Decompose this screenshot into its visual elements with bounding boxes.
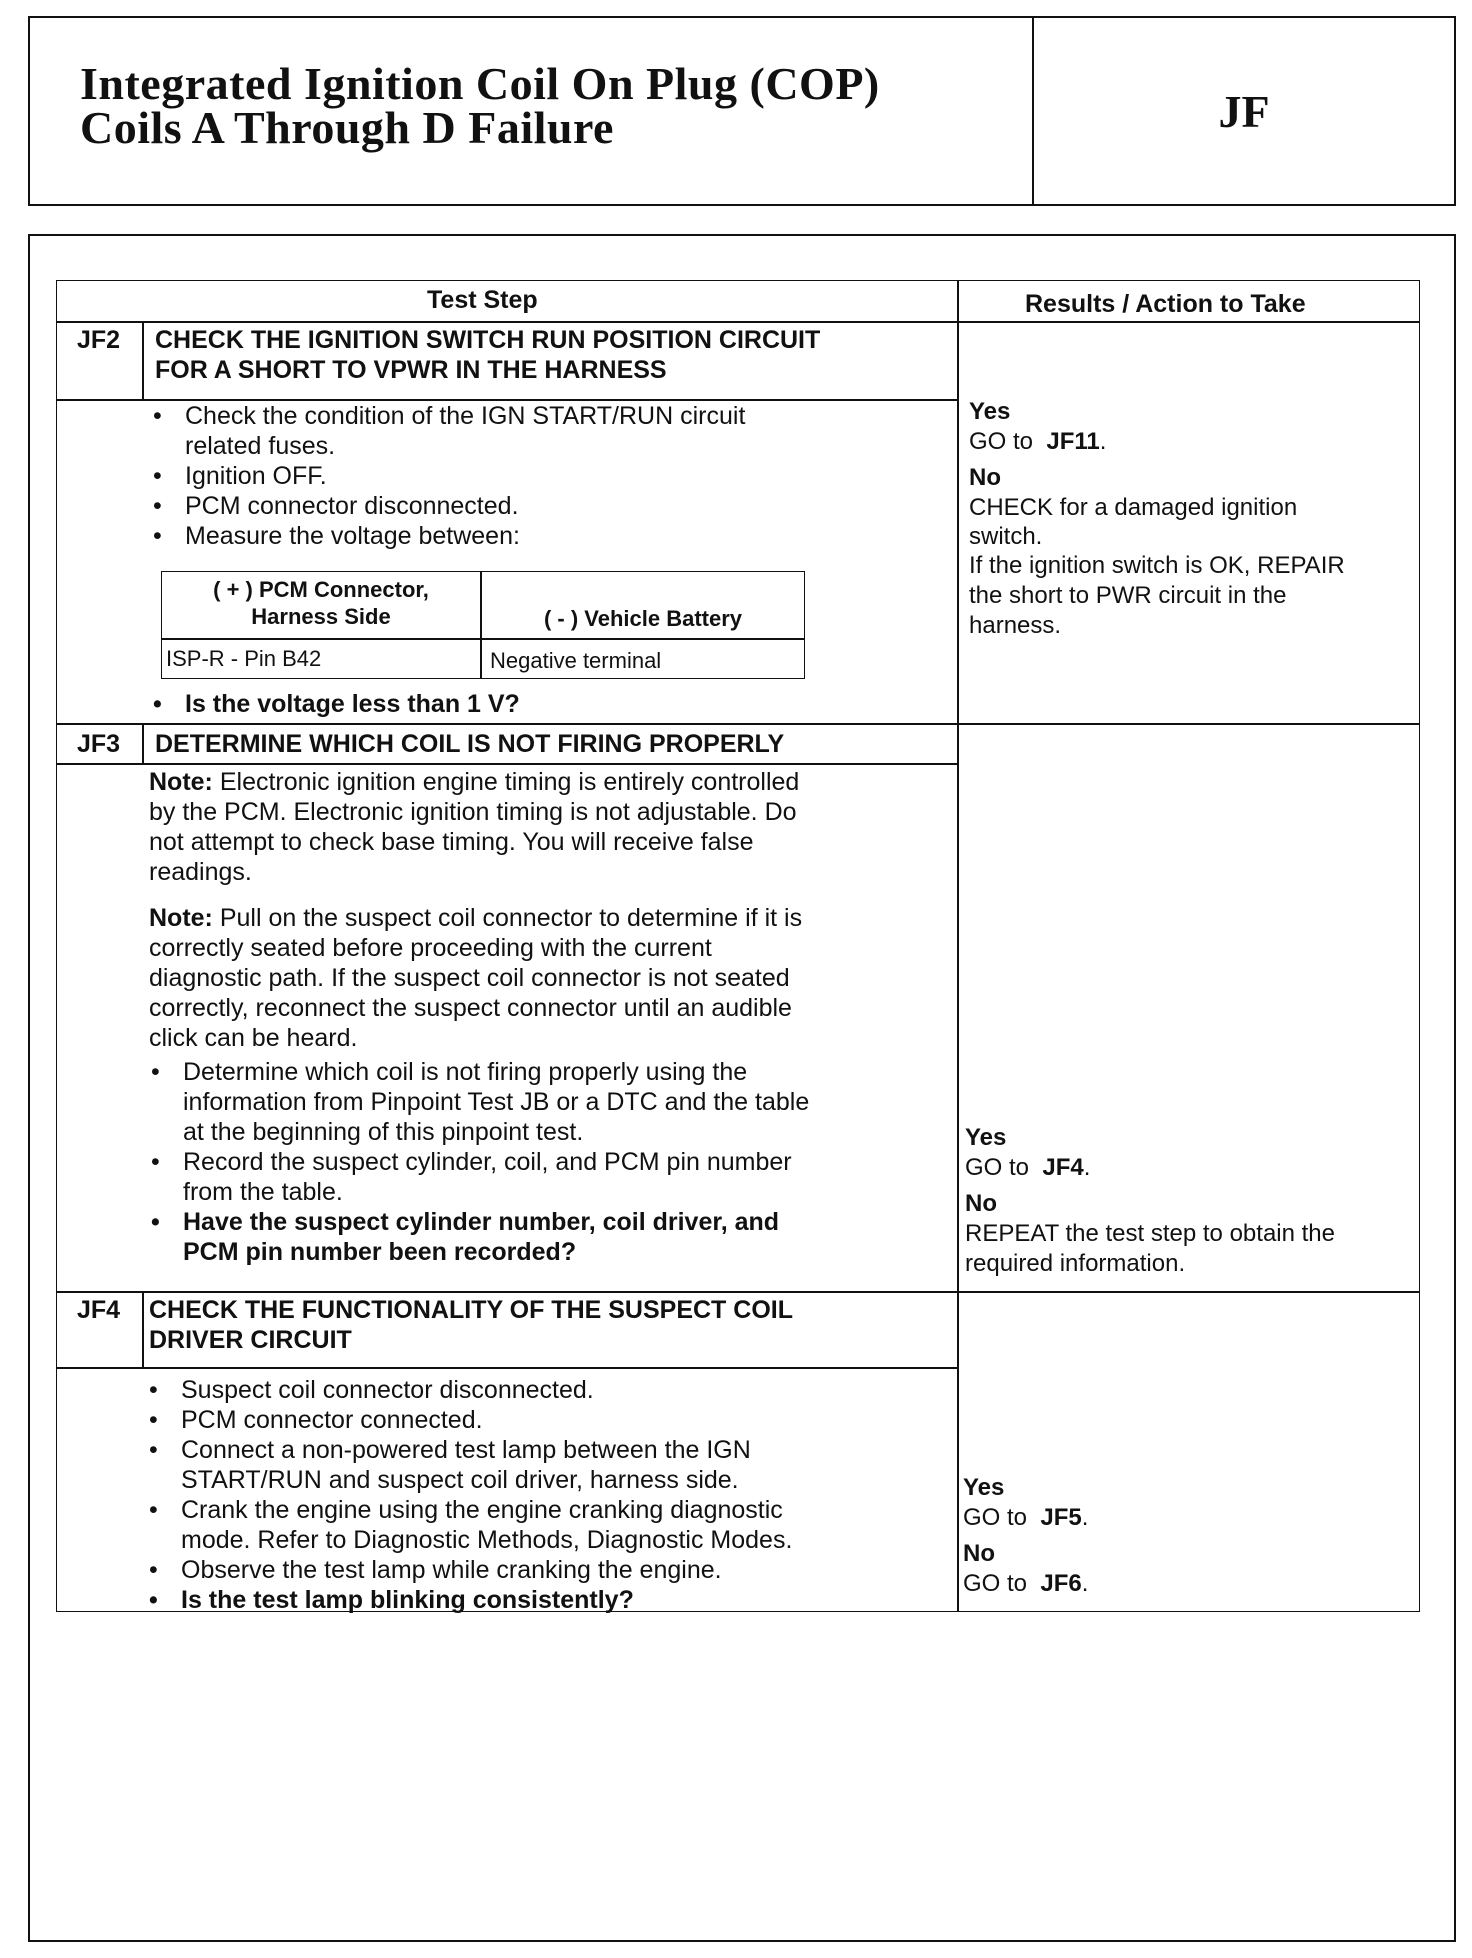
column-header-results: Results / Action to Take: [1025, 290, 1306, 318]
step-id-divider: [142, 321, 144, 399]
test-table: [56, 280, 1420, 1612]
step-id: JF4: [77, 1296, 121, 1324]
page-header: [28, 16, 1456, 206]
bullet-continuation: information from Pinpoint Test JB or a DTC and the table: [183, 1088, 810, 1116]
step-question: • Have the suspect cylinder number, coil driver, and: [145, 1207, 809, 1237]
step-title-line: DRIVER CIRCUIT: [149, 1326, 352, 1354]
step-id-divider: [142, 1291, 144, 1367]
measurement-header-negative: ( - ) Vehicle Battery: [543, 606, 743, 631]
result-no-label: No: [965, 1190, 997, 1217]
bullet-item: • Check the condition of the IGN START/RUN circuit: [147, 401, 745, 431]
bullet-item: • Suspect coil connector disconnected.: [143, 1375, 792, 1405]
result-no-action: GO to JF6.: [963, 1570, 1089, 1597]
result-yes-label: Yes: [963, 1474, 1005, 1501]
result-no-line: REPEAT the test step to obtain the: [965, 1220, 1335, 1247]
measurement-cell-pin: ISP-R - Pin B42: [166, 646, 322, 671]
result-yes-target: JF5: [1040, 1504, 1082, 1531]
result-no-target: JF6: [1040, 1570, 1082, 1597]
result-yes-action: GO to JF11.: [969, 428, 1107, 455]
step-title-line: CHECK THE FUNCTIONALITY OF THE SUSPECT COIL: [149, 1296, 793, 1324]
bullet-item: • Observe the test lamp while cranking the engine.: [143, 1555, 792, 1585]
step-question: • Is the test lamp blinking consistently?: [143, 1585, 792, 1615]
bullet-item: • Crank the engine using the engine cranking diagnostic: [143, 1495, 792, 1525]
result-yes-action: GO to JF4.: [965, 1154, 1091, 1181]
step-title-divider: [57, 1367, 957, 1369]
measurement-table: [161, 571, 805, 679]
step-results: [963, 1473, 1088, 1599]
bullet-continuation: START/RUN and suspect coil driver, harness side.: [181, 1466, 739, 1494]
note-line: diagnostic path. If the suspect coil connector is not seated: [149, 964, 790, 992]
note-line: correctly seated before proceeding with the current: [149, 934, 712, 962]
test-code: JF: [1218, 85, 1270, 137]
bullet-item: • Record the suspect cylinder, coil, and PCM pin number: [145, 1147, 809, 1177]
note-line: by the PCM. Electronic ignition timing is not adjustable. Do: [149, 798, 797, 826]
bullet-continuation: related fuses.: [185, 432, 336, 460]
note-paragraph: [149, 903, 809, 1053]
note-line: click can be heard.: [149, 1024, 358, 1052]
column-divider: [957, 281, 959, 1611]
bullet-item: • Determine which coil is not firing properly using the: [145, 1057, 809, 1087]
result-no-label: No: [963, 1540, 995, 1567]
page-title: [80, 58, 880, 153]
bullet-item: • Connect a non-powered test lamp between the IGN: [143, 1435, 792, 1465]
step-results: [969, 397, 1345, 641]
step-separator: [57, 723, 1419, 725]
note-paragraph: [149, 767, 809, 887]
note-line: correctly, reconnect the suspect connector until an audible: [149, 994, 792, 1022]
step-separator: [57, 1291, 1419, 1293]
step-title-line: FOR A SHORT TO VPWR IN THE HARNESS: [155, 356, 667, 384]
measurement-cell-terminal: Negative terminal: [490, 648, 662, 673]
note-line: Pull on the suspect coil connector to determine if it is: [219, 904, 803, 932]
result-no-line: required information.: [965, 1250, 1186, 1277]
result-no-label: No: [969, 464, 1001, 491]
result-no-line: If the ignition switch is OK, REPAIR: [969, 552, 1345, 579]
result-yes-label: Yes: [965, 1124, 1007, 1151]
measurement-header-line: Harness Side: [251, 604, 391, 629]
note-line: readings.: [149, 858, 252, 886]
step-body: [143, 1375, 792, 1615]
result-yes-target: JF4: [1042, 1154, 1084, 1181]
note-line: not attempt to check base timing. You will receive false: [149, 828, 754, 856]
step-title-divider: [57, 763, 957, 765]
note-label: Note:: [149, 904, 213, 932]
step-results: [965, 1123, 1335, 1279]
bullet-item: • Ignition OFF.: [147, 461, 745, 491]
step-title: [155, 325, 820, 385]
step-title: DETERMINE WHICH COIL IS NOT FIRING PROPERLY: [155, 730, 785, 758]
measurement-row-divider: [162, 638, 804, 640]
column-header-test-step: Test Step: [427, 286, 538, 314]
step-id: JF2: [77, 326, 121, 354]
step-title-line: CHECK THE IGNITION SWITCH RUN POSITION CIRCUIT: [155, 326, 821, 354]
measurement-header-positive: [162, 576, 480, 630]
bullet-item: • PCM connector connected.: [143, 1405, 792, 1435]
result-no-line: CHECK for a damaged ignition: [969, 494, 1298, 521]
result-yes-target: JF11: [1046, 428, 1100, 455]
note-label: Note:: [149, 768, 213, 796]
bullet-continuation: at the beginning of this pinpoint test.: [183, 1118, 584, 1146]
bullet-continuation: mode. Refer to Diagnostic Methods, Diagnostic Modes.: [181, 1526, 793, 1554]
bullet-item: • PCM connector disconnected.: [147, 491, 745, 521]
step-question-continuation: PCM pin number been recorded?: [183, 1238, 577, 1266]
result-no-line: harness.: [969, 612, 1062, 639]
bullet-item: • Measure the voltage between:: [147, 521, 745, 551]
title-line-1: Integrated Ignition Coil On Plug (COP): [80, 58, 880, 109]
result-no-line: switch.: [969, 523, 1043, 550]
note-line: Electronic ignition engine timing is entirely controlled: [219, 768, 800, 796]
header-divider-line: [57, 321, 1419, 323]
result-yes-action: GO to JF5.: [963, 1504, 1089, 1531]
step-question: • Is the voltage less than 1 V?: [147, 689, 520, 719]
step-id: JF3: [77, 730, 121, 758]
step-title: [149, 1295, 793, 1355]
step-body: [147, 401, 745, 551]
step-body: [149, 767, 809, 1267]
title-line-2: Coils A Through D Failure: [80, 102, 614, 153]
step-id-divider: [142, 723, 144, 763]
result-yes-label: Yes: [969, 398, 1011, 425]
bullet-continuation: from the table.: [183, 1178, 343, 1206]
measurement-header-line: ( + ) PCM Connector,: [213, 577, 429, 602]
result-no-line: the short to PWR circuit in the: [969, 582, 1287, 609]
